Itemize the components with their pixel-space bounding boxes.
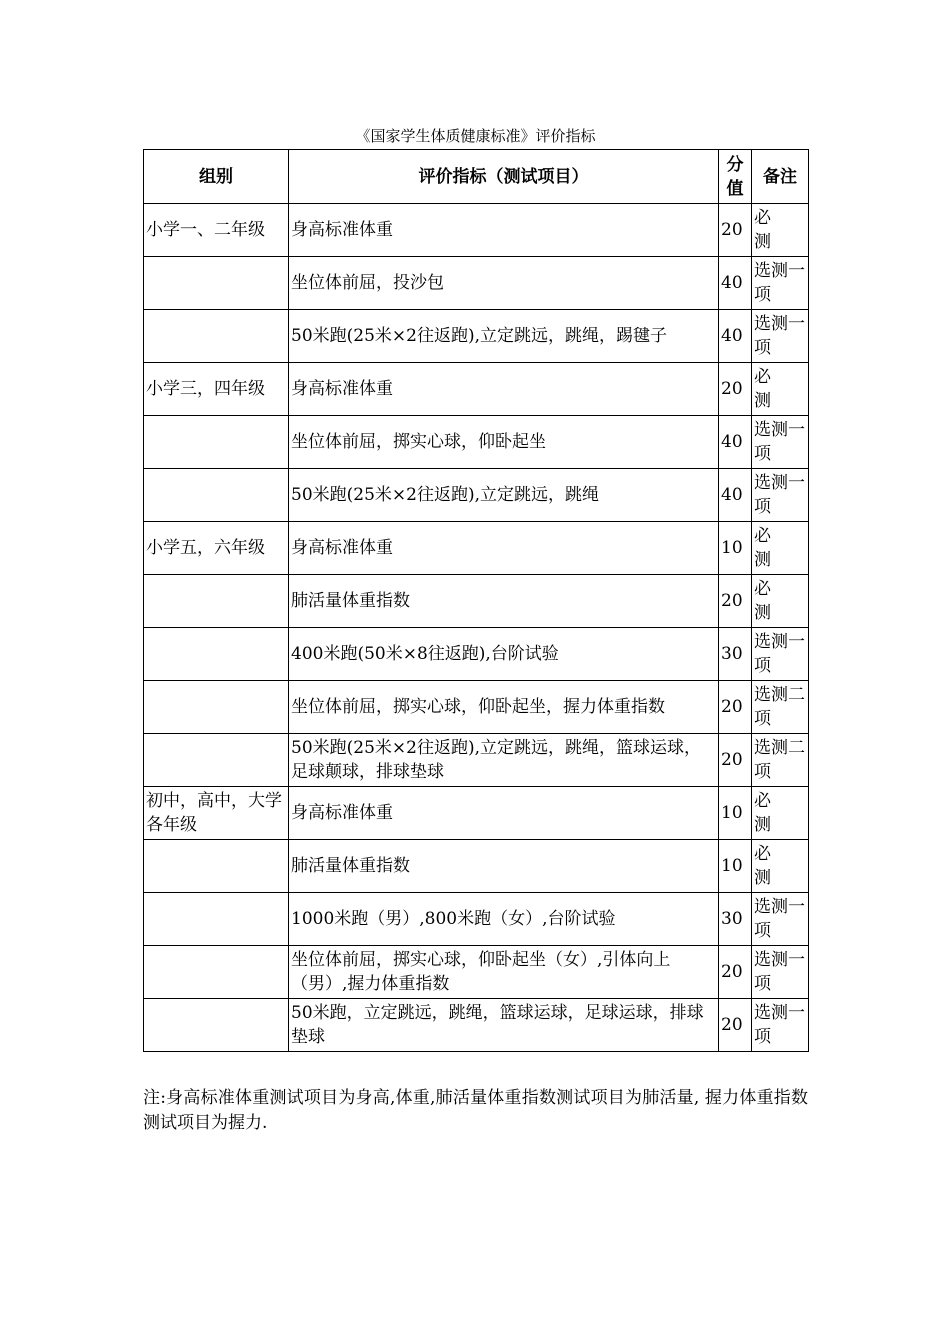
group-cell: [144, 628, 289, 681]
group-cell: [144, 840, 289, 893]
score-cell: 20: [719, 363, 752, 416]
note-cell: 选测一项: [752, 628, 809, 681]
note-cell: 选测一项: [752, 310, 809, 363]
note-cell: 选测二项: [752, 734, 809, 787]
group-cell: [144, 310, 289, 363]
note-cell: 选测二项: [752, 681, 809, 734]
table-row: [144, 946, 809, 999]
group-cell: 小学三，四年级: [144, 363, 289, 416]
table-row: [144, 787, 809, 840]
group-cell: 小学五，六年级: [144, 522, 289, 575]
footnote: 注:身高标准体重测试项目为身高,体重,肺活量体重指数测试项目为肺活量, 握力体重指数测试项目为握力.: [143, 1088, 808, 1133]
group-cell: [144, 575, 289, 628]
note-cell: 必 测: [752, 575, 809, 628]
note-cell: 必 测: [752, 840, 809, 893]
table-row: [144, 681, 809, 734]
group-cell: [144, 999, 289, 1052]
score-cell: 40: [719, 416, 752, 469]
item-cell: 50米跑，立定跳远，跳绳，篮球运球，足球运球，排球垫球: [289, 999, 719, 1052]
note-cell: 必 测: [752, 522, 809, 575]
item-cell: 肺活量体重指数: [289, 575, 719, 628]
item-cell: 坐位体前屈，投沙包: [289, 257, 719, 310]
item-cell: 身高标准体重: [289, 204, 719, 257]
score-cell: 40: [719, 310, 752, 363]
table-row: [144, 840, 809, 893]
note-cell: 选测一项: [752, 416, 809, 469]
item-cell: 400米跑(50米×8往返跑),台阶试验: [289, 628, 719, 681]
item-cell: 坐位体前屈，掷实心球，仰卧起坐，握力体重指数: [289, 681, 719, 734]
score-cell: 10: [719, 787, 752, 840]
table-header-row: [144, 150, 809, 204]
header-score: 分值: [719, 150, 752, 204]
evaluation-table: [143, 149, 809, 1052]
header-group: 组别: [144, 150, 289, 204]
item-cell: 50米跑(25米×2往返跑),立定跳远，跳绳，篮球运球，足球颠球，排球垫球: [289, 734, 719, 787]
table-row: [144, 363, 809, 416]
table-row: [144, 999, 809, 1052]
table-row: [144, 628, 809, 681]
table-row: [144, 416, 809, 469]
note-cell: 选测一项: [752, 257, 809, 310]
group-cell: [144, 416, 289, 469]
table-row: [144, 575, 809, 628]
item-cell: 身高标准体重: [289, 522, 719, 575]
score-cell: 20: [719, 575, 752, 628]
group-cell: [144, 681, 289, 734]
header-note: 备注: [752, 150, 809, 204]
score-cell: 20: [719, 681, 752, 734]
score-cell: 20: [719, 946, 752, 999]
group-cell: [144, 946, 289, 999]
table-row: [144, 310, 809, 363]
item-cell: 坐位体前屈，掷实心球，仰卧起坐（女）,引体向上（男）,握力体重指数: [289, 946, 719, 999]
note-cell: 必 测: [752, 204, 809, 257]
note-cell: 选测一项: [752, 999, 809, 1052]
note-cell: 选测一项: [752, 893, 809, 946]
note-cell: 必 测: [752, 787, 809, 840]
item-cell: 坐位体前屈，掷实心球，仰卧起坐: [289, 416, 719, 469]
note-cell: 选测一项: [752, 946, 809, 999]
note-cell: 选测一项: [752, 469, 809, 522]
table-body: [144, 204, 809, 1052]
score-cell: 40: [719, 469, 752, 522]
item-cell: 肺活量体重指数: [289, 840, 719, 893]
item-cell: 身高标准体重: [289, 787, 719, 840]
note-cell: 必 测: [752, 363, 809, 416]
group-cell: [144, 893, 289, 946]
table-row: [144, 469, 809, 522]
item-cell: 50米跑(25米×2往返跑),立定跳远，跳绳: [289, 469, 719, 522]
item-cell: 50米跑(25米×2往返跑),立定跳远，跳绳，踢毽子: [289, 310, 719, 363]
score-cell: 40: [719, 257, 752, 310]
score-cell: 10: [719, 522, 752, 575]
table-row: [144, 204, 809, 257]
table-row: [144, 893, 809, 946]
header-item: 评价指标（测试项目）: [289, 150, 719, 204]
table-row: [144, 522, 809, 575]
item-cell: 1000米跑（男）,800米跑（女）,台阶试验: [289, 893, 719, 946]
document-title: 《国家学生体质健康标准》评价指标: [355, 127, 596, 145]
group-cell: 小学一、二年级: [144, 204, 289, 257]
score-cell: 10: [719, 840, 752, 893]
score-cell: 20: [719, 999, 752, 1052]
table-row: [144, 734, 809, 787]
group-cell: [144, 469, 289, 522]
score-cell: 20: [719, 204, 752, 257]
group-cell: [144, 734, 289, 787]
score-cell: 20: [719, 734, 752, 787]
table-row: [144, 257, 809, 310]
group-cell: 初中，高中，大学各年级: [144, 787, 289, 840]
item-cell: 身高标准体重: [289, 363, 719, 416]
score-cell: 30: [719, 893, 752, 946]
score-cell: 30: [719, 628, 752, 681]
group-cell: [144, 257, 289, 310]
